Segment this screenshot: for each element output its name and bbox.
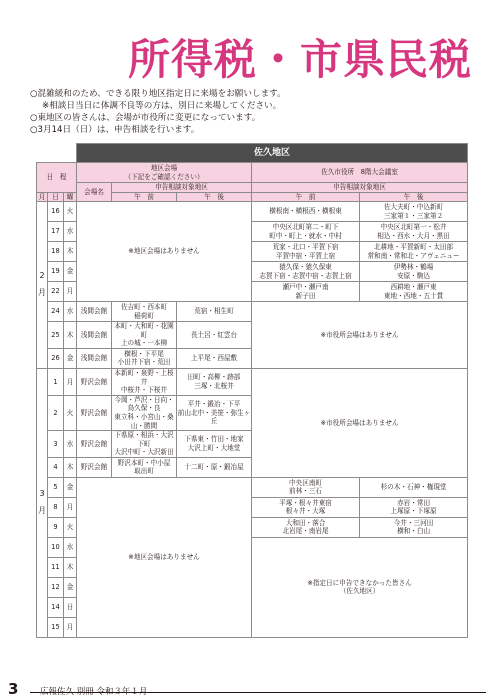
weekday-cell: 月 [64,617,77,637]
day-cell: 25 [48,322,64,349]
no-cityhall-note: ※市役所会場はありません [252,302,468,369]
day-cell: 15 [48,617,64,637]
notice-item: ○混雑緩和のため、できる限り地区指定日に来場をお願いします。 [30,89,286,99]
venue-cell: 野沢会館 [77,457,112,477]
district-pm-cell: 長土呂・紅雲台 [177,322,252,349]
pm-header: 午 後 [177,192,252,202]
district-am-cell: 今岡・芦沢・日向・鳥久保・良 東立科・小宮山・桑山・勝間 [112,395,177,430]
weekday-cell: 水 [64,431,77,458]
day-cell: 12 [48,577,64,597]
day-cell: 8 [48,497,64,517]
venue-cell: 浅間会館 [77,322,112,349]
weekday-cell: 金 [64,262,77,282]
weekday-cell: 火 [64,202,77,222]
day-cell: 3 [48,431,64,458]
weekday-cell: 月 [64,497,77,517]
no-cityhall-note: ※市役所会場はありません [252,368,468,477]
weekday-cell: 月 [64,368,77,395]
table-row [37,368,468,395]
venue-cell: 浅間会館 [77,348,112,368]
day-cell: 2 [48,395,64,430]
district-pm-cell: 荒宿・相生町 [177,302,252,322]
weekday-cell: 日 [64,597,77,617]
day-cell: 22 [48,282,64,302]
publication-name: 広報佐久 別冊 令和３年１月 [40,687,148,697]
weekday-cell: 水 [64,222,77,242]
cityhall-am-cell: 中央区北町第二・町下 町中・町上・就水・中村 [252,222,360,242]
cityhall-pm-cell: 北耕地・平賀新町・太田部 常和南・常和北・アヴェニュー [360,242,468,262]
no-venue-note: ※地区会場はありません [77,202,252,302]
venue-cell: 浅間会館 [77,302,112,322]
day-cell: 1 [48,368,64,395]
district-pm-cell: 田町・高柳・跡部 三塚・北桜井 [177,368,252,395]
schedule-table [36,143,468,638]
district-venue-header: 地区会場 （下記をご確認ください） [77,163,252,183]
district-am-cell: 本新町・泉野・上桜井 中桜井・下桜井 [112,368,177,395]
weekday-cell: 火 [64,395,77,430]
venue-cell: 野沢会館 [77,431,112,458]
notice-list [30,88,470,136]
day-cell: 26 [48,348,64,368]
cityhall-pm-cell: 今井・三河田 横和・白山 [360,517,468,537]
month-header: 月 [37,192,48,202]
day-cell: 19 [48,262,64,282]
page-number: 3 [8,680,19,698]
notice-item: ○東地区の皆さんは、会場が市役所に変更になっています。 [30,113,261,123]
weekday-cell: 金 [64,348,77,368]
cityhall-am-cell: 平塚・根々井東宿 根々井・大塚 [252,497,360,517]
date-header: 日 程 [37,163,77,193]
table-row [37,202,468,222]
weekday-cell: 木 [64,557,77,577]
district-am-cell: 横根・下平尾 小田井下宿・荒田 [112,348,177,368]
target-area-header: 申告相談対象地区 [252,183,468,193]
district-pm-cell: 平井・鍛冶・下平 前山北中・美笹・弥生ヶ丘 [177,395,252,430]
weekday-cell: 木 [64,322,77,349]
cityhall-pm-cell: 杉の木・石神・権現堂 [360,477,468,497]
weekday-header: 曜 [64,192,77,202]
pm-header: 午 後 [360,192,468,202]
cityhall-am-cell: 荒家・北口・平賀下宿 平賀中宿・平賀上宿 [252,242,360,262]
venue-cell: 野沢会館 [77,395,112,430]
venue-name-header: 会場名 [77,183,112,202]
city-hall-venue-header: 佐久市役所 8階大会議室 [252,163,468,183]
cityhall-am-cell: 横根南・横根西・横根東 [252,202,360,222]
district-pm-cell: 下県東・竹田・地家 大沢上町・大地堂 [177,431,252,458]
district-am-cell: 野沢本町・中小屋 取出町 [112,457,177,477]
am-header: 午 前 [252,192,360,202]
district-pm-cell: 十二町・原・鍛冶屋 [177,457,252,477]
cityhall-am-cell: 中央区南町 前林・三石 [252,477,360,497]
cityhall-pm-cell: 佐大夫町・中込新町 三家第１・三家第２ [360,202,468,222]
weekday-cell: 水 [64,302,77,322]
venue-cell: 野沢会館 [77,368,112,395]
weekday-cell: 月 [64,282,77,302]
day-cell: 16 [48,202,64,222]
cityhall-pm-cell: 赤岩・常田 上塚原・下塚原 [360,497,468,517]
page-title: 所得税・市県民税 [127,35,472,84]
region-header: 佐久地区 [77,144,468,163]
district-am-cell: 佐吉町・西本町 稲荷町 [112,302,177,322]
day-cell: 18 [48,242,64,262]
day-cell: 5 [48,477,64,497]
weekday-cell: 金 [64,577,77,597]
weekday-cell: 金 [64,477,77,497]
footer-rule [30,692,486,693]
cityhall-am-cell: 大和田・落合 北岩尾・南岩尾 [252,517,360,537]
day-cell: 14 [48,597,64,617]
notice-item: ○3月14日（日）は、申告相談を行います。 [30,125,200,135]
month-cell: 2 月 [37,202,48,369]
notice-item: ※相談日当日に体調不良等の方は、別日に来場してください。 [42,101,282,111]
day-cell: 24 [48,302,64,322]
district-am-cell: 本町・大和町・花園町 上の城・一本柳 [112,322,177,349]
weekday-cell: 火 [64,517,77,537]
makeup-note: ※指定日に申告できなかった皆さん （佐久地区） [252,537,468,637]
cityhall-am-cell: 猿久保・猿久保東 志賀下宿・志賀中宿・志賀上宿 [252,262,360,282]
table-row [37,477,468,497]
day-cell: 11 [48,557,64,577]
district-pm-cell: 上平尾・西屋敷 [177,348,252,368]
weekday-cell: 水 [64,537,77,557]
weekday-cell: 木 [64,242,77,262]
footer [0,668,494,700]
day-cell: 17 [48,222,64,242]
day-header: 日 [48,192,64,202]
no-venue-note: ※地区会場はありません [77,477,252,637]
cityhall-am-cell: 瀬戸中・瀬戸南 新子田 [252,282,360,302]
district-am-cell: 下県原・相浜・大沢下町 大沢中町・大沢新田 [112,431,177,458]
cityhall-pm-cell: 中央区北町第一・松井 相込・西水・大月・黒田 [360,222,468,242]
month-cell: 3 月 [37,368,48,637]
day-cell: 9 [48,517,64,537]
cityhall-pm-cell: 伊勢林・鶴場 安原・駒込 [360,262,468,282]
day-cell: 10 [48,537,64,557]
day-cell: 4 [48,457,64,477]
target-area-header: 申告相談対象地区 [112,183,252,193]
table-row [37,302,468,322]
weekday-cell: 木 [64,457,77,477]
am-header: 午 前 [112,192,177,202]
cityhall-pm-cell: 西耕地・瀬戸東 東地・西地・五十貫 [360,282,468,302]
